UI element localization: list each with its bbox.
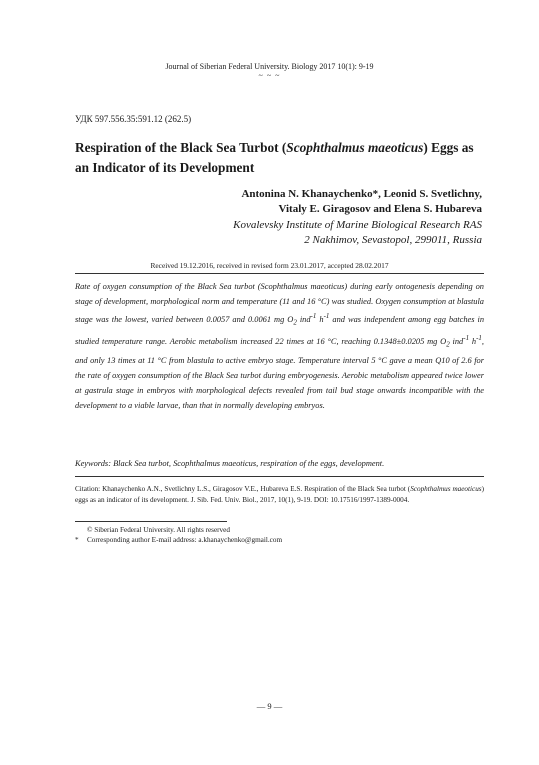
abstract-sub-2b: 2 — [446, 340, 450, 349]
udk-code: УДК 597.556.35:591.12 (262.5) — [75, 114, 192, 124]
abstract-top-rule — [75, 273, 484, 274]
citation — [75, 484, 484, 505]
abstract-sub-2: 2 — [293, 318, 297, 327]
title-species: Scophthalmus maeoticus — [286, 140, 424, 155]
abstract-seg-4: and was independent among egg batches in studied temperature range. Aerobic metabolism increased 22 times at 16 °C, reaching 0.1348±0.0205 mg O — [75, 315, 485, 346]
abstract-sup-1: -1 — [310, 312, 317, 321]
citation-part-2: ) eggs as an indicator of its development. J. Sib. Fed. Univ. Biol., 2017, 10(1), 9-19. DOI: 10.17516/1997-1389-0004. — [75, 485, 484, 504]
keywords: Keywords: Black Sea turbot, Scophthalmus maeoticus, respiration of the eggs, development. — [75, 459, 385, 468]
abstract-sup-4: -1 — [476, 334, 482, 343]
header-ornament: ~ ~ ~ — [258, 71, 281, 80]
abstract-sup-3: -1 — [463, 334, 470, 343]
author-list — [102, 187, 482, 217]
copyright-text: © Siberian Federal University. All rights reserved — [87, 526, 230, 534]
abstract-seg-5: ind — [449, 336, 464, 346]
abstract-seg-1: Rate of oxygen consumption of the Black Sea turbot (Scophthalmus maeoticus) during early ontogenesis depending on stage of development, morphological norm and temperature (11 and 16 °C) was studied. Oxygen consumption at blastula stage was the lowest, varied between 0.0057 and 0.0061 mg O — [75, 282, 484, 325]
paper-title — [75, 138, 475, 178]
footnote-rule — [75, 521, 227, 522]
page-number: — 9 — — [256, 701, 283, 711]
citation-top-rule — [75, 476, 484, 477]
abstract-sup-2: -1 — [323, 312, 330, 321]
abstract-seg-2: ind — [296, 315, 311, 325]
abstract-seg-3: h — [316, 315, 324, 325]
received-dates: Received 19.12.2016, received in revised form 23.01.2017, accepted 28.02.2017 — [150, 261, 389, 270]
affiliation-institute: Kovalevsky Institute of Marine Biological Research RAS — [233, 219, 482, 231]
affiliation — [102, 218, 482, 248]
abstract-seg-7: , and only 13 times at 11 °C from blastula to active embryo stage. Temperature interval 5 °C gave a mean Q10 of 2.6 for the rate of oxygen consumption of the Black Sea turbot during embryogenesis. Aerobic metabolism appeared twice lower at gastrula stage in embryos with morphological defects revealed from tail bud stage onwards incompatible with the development to a viable larvae, than that in normally developing embryos. — [75, 336, 485, 411]
footnote-email — [75, 535, 282, 545]
abstract-seg-6: h — [469, 336, 477, 346]
journal-header: Journal of Siberian Federal University. Biology 2017 10(1): 9-19 — [165, 62, 374, 71]
authors-line-1: Antonina N. Khanaychenko*, Leonid S. Svetlichny, — [241, 188, 482, 200]
footnote-copyright — [75, 525, 230, 535]
email-text: Corresponding author E-mail address: a.khanaychenko@gmail.com — [87, 536, 283, 544]
affiliation-address: 2 Nakhimov, Sevastopol, 299011, Russia — [304, 234, 482, 246]
title-part-2: ) Eggs as an Indicator of its Development — [75, 140, 474, 175]
footnote-star: * — [75, 536, 79, 544]
citation-species: Scophthalmus maeoticus — [410, 485, 482, 493]
authors-line-2: Vitaly E. Giragosov and Elena S. Hubareva — [278, 203, 482, 215]
abstract — [75, 279, 484, 414]
citation-part-1: Citation: Khanaychenko A.N., Svetlichny L.S., Giragosov V.E., Hubareva E.S. Respiration of the Black Sea turbot ( — [75, 485, 411, 493]
title-part-1: Respiration of the Black Sea Turbot ( — [75, 140, 287, 155]
